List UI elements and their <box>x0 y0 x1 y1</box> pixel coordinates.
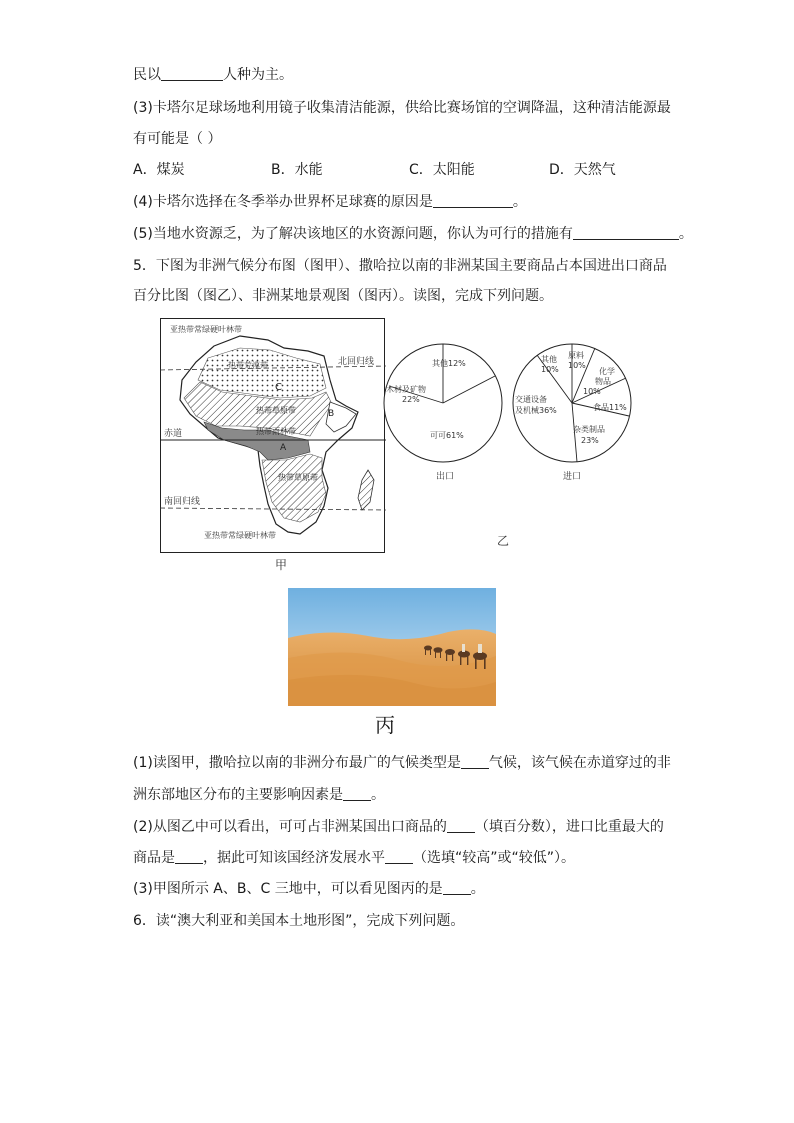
question-4-text <box>133 193 527 211</box>
map-label: 热带荒漠带 <box>228 361 268 370</box>
problem-6-intro: 6．读“澳大利亚和美国本土地形图”，完成下列问题。 <box>133 913 465 929</box>
export-caption: 出口 <box>436 472 455 482</box>
text-fragment: ，据此可知该国经济发展水平 <box>203 850 385 866</box>
pie-label: 原料 <box>568 351 584 360</box>
answer-blank[interactable] <box>385 849 413 864</box>
problem-5-intro-cont: 百分比图（图乙）、非洲某地景观图（图丙）。读图，完成下列问题。 <box>133 288 553 304</box>
text-fragment: 。 <box>512 194 527 210</box>
map-label: 亚热带常绿硬叶林带 <box>170 325 242 334</box>
pie-label: 10% <box>568 361 586 370</box>
pie-label: 10% <box>541 365 559 374</box>
map-label: B <box>328 409 335 419</box>
text-fragment: 人种为主。 <box>223 67 293 83</box>
option-d[interactable]: D．天然气 <box>549 162 616 178</box>
pie-label: 交通设备 <box>515 395 547 404</box>
map-label: C <box>275 382 282 393</box>
sub-question-2 <box>133 818 664 836</box>
text-fragment: (4)卡塔尔选择在冬季举办世界杯足球赛的原因是 <box>133 194 433 210</box>
answer-blank[interactable] <box>343 786 371 801</box>
sub-question-2-cont <box>133 849 575 867</box>
answer-blank[interactable] <box>175 849 203 864</box>
pie-label: 木材及矿物 <box>386 385 426 394</box>
text-fragment: （填百分数），进口比重最大的 <box>474 819 664 835</box>
pie-label: 及机械36% <box>515 406 557 415</box>
import-caption: 进口 <box>563 472 582 482</box>
pie-label: 23% <box>581 436 599 445</box>
text-fragment: 洲东部地区分布的主要影响因素是 <box>133 787 343 803</box>
answer-blank[interactable] <box>161 66 223 81</box>
text-fragment: （选填“较高”或“较低”）。 <box>413 850 576 866</box>
pie-label: 其他 <box>541 355 557 364</box>
question-3-text: (3)卡塔尔足球场地利用镜子收集清洁能源，供给比赛场馆的空调降温，这种清洁能源最 <box>133 100 671 116</box>
text-fragment: 气候，该气候在赤道穿过的非 <box>488 755 671 771</box>
pie-label: 22% <box>402 395 420 404</box>
africa-climate-map <box>160 318 386 554</box>
text-fragment: (2)从图乙中可以看出，可可占非洲某国出口商品的 <box>133 819 447 835</box>
figure-caption-yi: 乙 <box>497 534 510 548</box>
map-label: 北回归线 <box>338 357 375 367</box>
question-5-text <box>133 225 693 243</box>
answer-blank[interactable] <box>461 754 489 769</box>
answer-blank[interactable] <box>433 193 513 208</box>
text-line-1 <box>133 66 293 84</box>
text-fragment: (3)甲图所示 A、B、C 三地中，可以看见图丙的是 <box>133 881 443 897</box>
answer-blank[interactable] <box>443 880 471 895</box>
export-pie-chart <box>382 340 504 466</box>
text-fragment: 。 <box>470 881 485 897</box>
sub-question-1-cont <box>133 786 385 804</box>
text-fragment: 民以 <box>133 67 161 83</box>
text-fragment: 。 <box>678 226 693 242</box>
pie-label: 其他12% <box>432 359 466 368</box>
pie-label: 化学 <box>599 367 615 376</box>
text-fragment: (5)当地水资源乏，为了解决该地区的水资源问题，你认为可行的措施有 <box>133 226 573 242</box>
answer-blank[interactable] <box>447 818 475 833</box>
sub-question-3 <box>133 880 485 898</box>
sub-question-1 <box>133 754 671 772</box>
option-b[interactable]: B．水能 <box>271 162 323 178</box>
pie-label: 食品11% <box>593 403 627 412</box>
option-a[interactable]: A．煤炭 <box>133 162 185 178</box>
pie-label: 物品 <box>595 377 611 386</box>
map-label: 南回归线 <box>164 497 201 507</box>
problem-5-intro: 5．下图为非洲气候分布图（图甲）、撒哈拉以南的非洲某国主要商品占本国进出口商品 <box>133 258 667 274</box>
map-label: 热带雨林带 <box>256 427 296 436</box>
text-fragment: 。 <box>371 787 385 803</box>
desert-camel-photo <box>288 588 496 706</box>
text-fragment: (1)读图甲，撒哈拉以南的非洲分布最广的气候类型是 <box>133 755 461 771</box>
answer-blank[interactable] <box>573 225 679 240</box>
pie-label: 10% <box>583 387 601 396</box>
import-pie-chart <box>509 340 635 466</box>
figure-caption-jia: 甲 <box>275 558 288 572</box>
map-label: 热带草原带 <box>256 406 296 415</box>
figure-caption-bing: 丙 <box>375 713 395 737</box>
pie-label: 杂类制品 <box>573 425 605 434</box>
map-label: 赤道 <box>164 429 183 439</box>
pie-label: 可可61% <box>430 431 464 440</box>
map-label: 热带草原带 <box>278 473 318 482</box>
map-label: A <box>280 443 287 453</box>
option-c[interactable]: C．太阳能 <box>409 162 475 178</box>
map-label: 亚热带常绿硬叶林带 <box>204 531 276 540</box>
question-3-text-cont: 有可能是（ ） <box>133 131 222 147</box>
text-fragment: 商品是 <box>133 850 175 866</box>
